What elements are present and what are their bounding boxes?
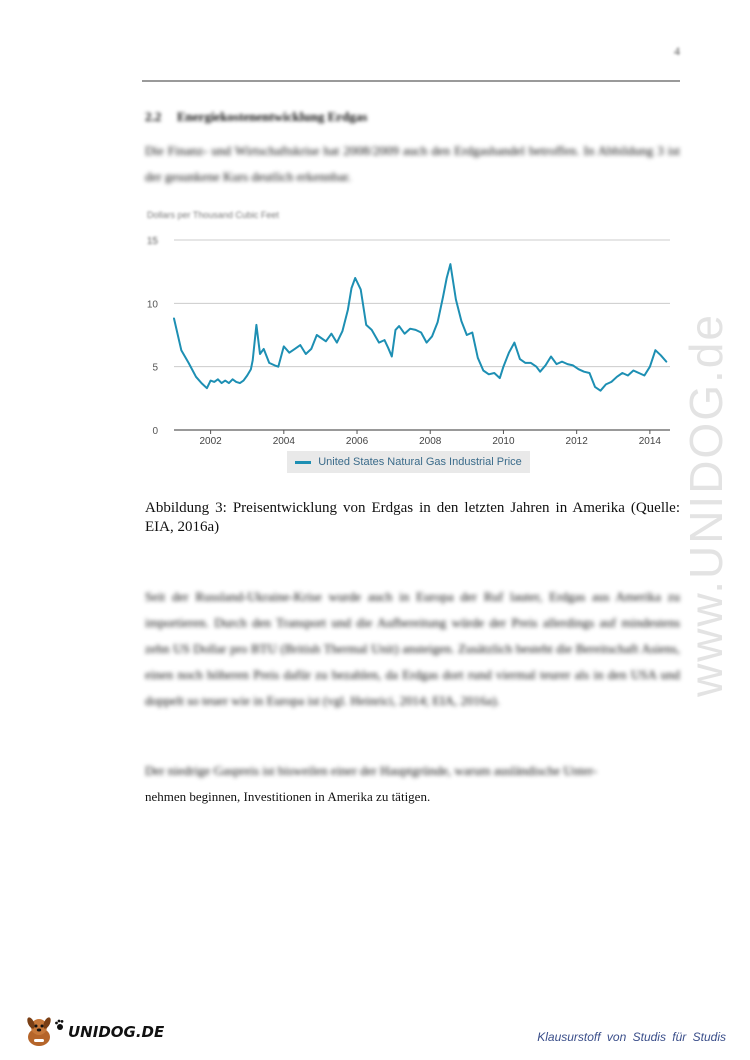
section-heading [145, 109, 680, 125]
header-rule [142, 80, 680, 82]
x-tick-label: 2008 [419, 436, 442, 447]
legend-label: United States Natural Gas Industrial Price [318, 456, 522, 468]
footer-logo[interactable] [22, 1015, 164, 1049]
footer-tagline: Klausurstoff von Studis für Studis [537, 1030, 726, 1044]
y-tick-label: 0 [152, 426, 158, 437]
x-tick-label: 2006 [345, 436, 369, 447]
series-line [174, 264, 666, 391]
dog-logo-icon [22, 1015, 56, 1049]
section-title: Energiekostenentwicklung Erdgas [177, 109, 368, 124]
x-tick-label: 2012 [565, 436, 588, 447]
line-chart [140, 205, 680, 475]
paragraph-closing [145, 758, 680, 784]
paragraph-closing-blurred: Der niedrige Gaspreis ist bisweilen einer der Hauptgründe, warum ausländische Unter- [145, 763, 598, 778]
watermark-text: www.UNIDOG.de [680, 313, 732, 697]
page-number: 4 [674, 44, 680, 58]
paragraph-body: Seit der Russland-Ukraine-Krise wurde auch in Europa der Ruf lauter, Erdgas aus Amerika zu importieren. Durch den Transport und die Aufbereitung würde der Preis allerdings auf mindestens zehn US Dollar pro BTU (British Thermal Unit) ansteigen. Zusätzlich besteht die Bereitschaft Asiens, einen noch höheren Preis dafür zu bezahlen, da Erdgas dort rund viermal teurer als in den USA und doppelt so teuer wie in Europa ist (vgl. Heinrici, 2014; EIA, 2016a). [145, 589, 680, 708]
y-tick-label: 15 [146, 236, 158, 247]
paragraph-closing-visible: nehmen beginnen, Investitionen in Amerika zu tätigen. [145, 789, 431, 804]
y-tick-label: 10 [146, 299, 158, 311]
x-tick-label: 2014 [638, 436, 661, 447]
x-tick-label: 2002 [199, 436, 222, 447]
chart-legend [287, 451, 530, 473]
figure-caption: Abbildung 3: Preisentwicklung von Erdgas in den letzten Jahren in Amerika (Quelle: EIA, 2016a) [145, 500, 680, 535]
logo-text: UNIDOG.DE [68, 1023, 165, 1041]
paw-icon [54, 1019, 66, 1031]
x-tick-label: 2004 [272, 436, 295, 447]
section-number: 2.2 [145, 109, 162, 124]
chart-svg [140, 205, 680, 450]
paragraph-intro: Die Finanz- und Wirtschaftskrise hat 2008/2009 auch den Erdgashandel betroffen. In Abbildung 3 ist der gesunkene Kurs deutlich erkennbar. [145, 143, 680, 184]
legend-swatch [295, 461, 311, 464]
chart-y-unit-label: Dollars per Thousand Cubic Feet [147, 210, 279, 220]
x-tick-label: 2010 [492, 436, 515, 447]
y-tick-label: 5 [152, 362, 158, 374]
